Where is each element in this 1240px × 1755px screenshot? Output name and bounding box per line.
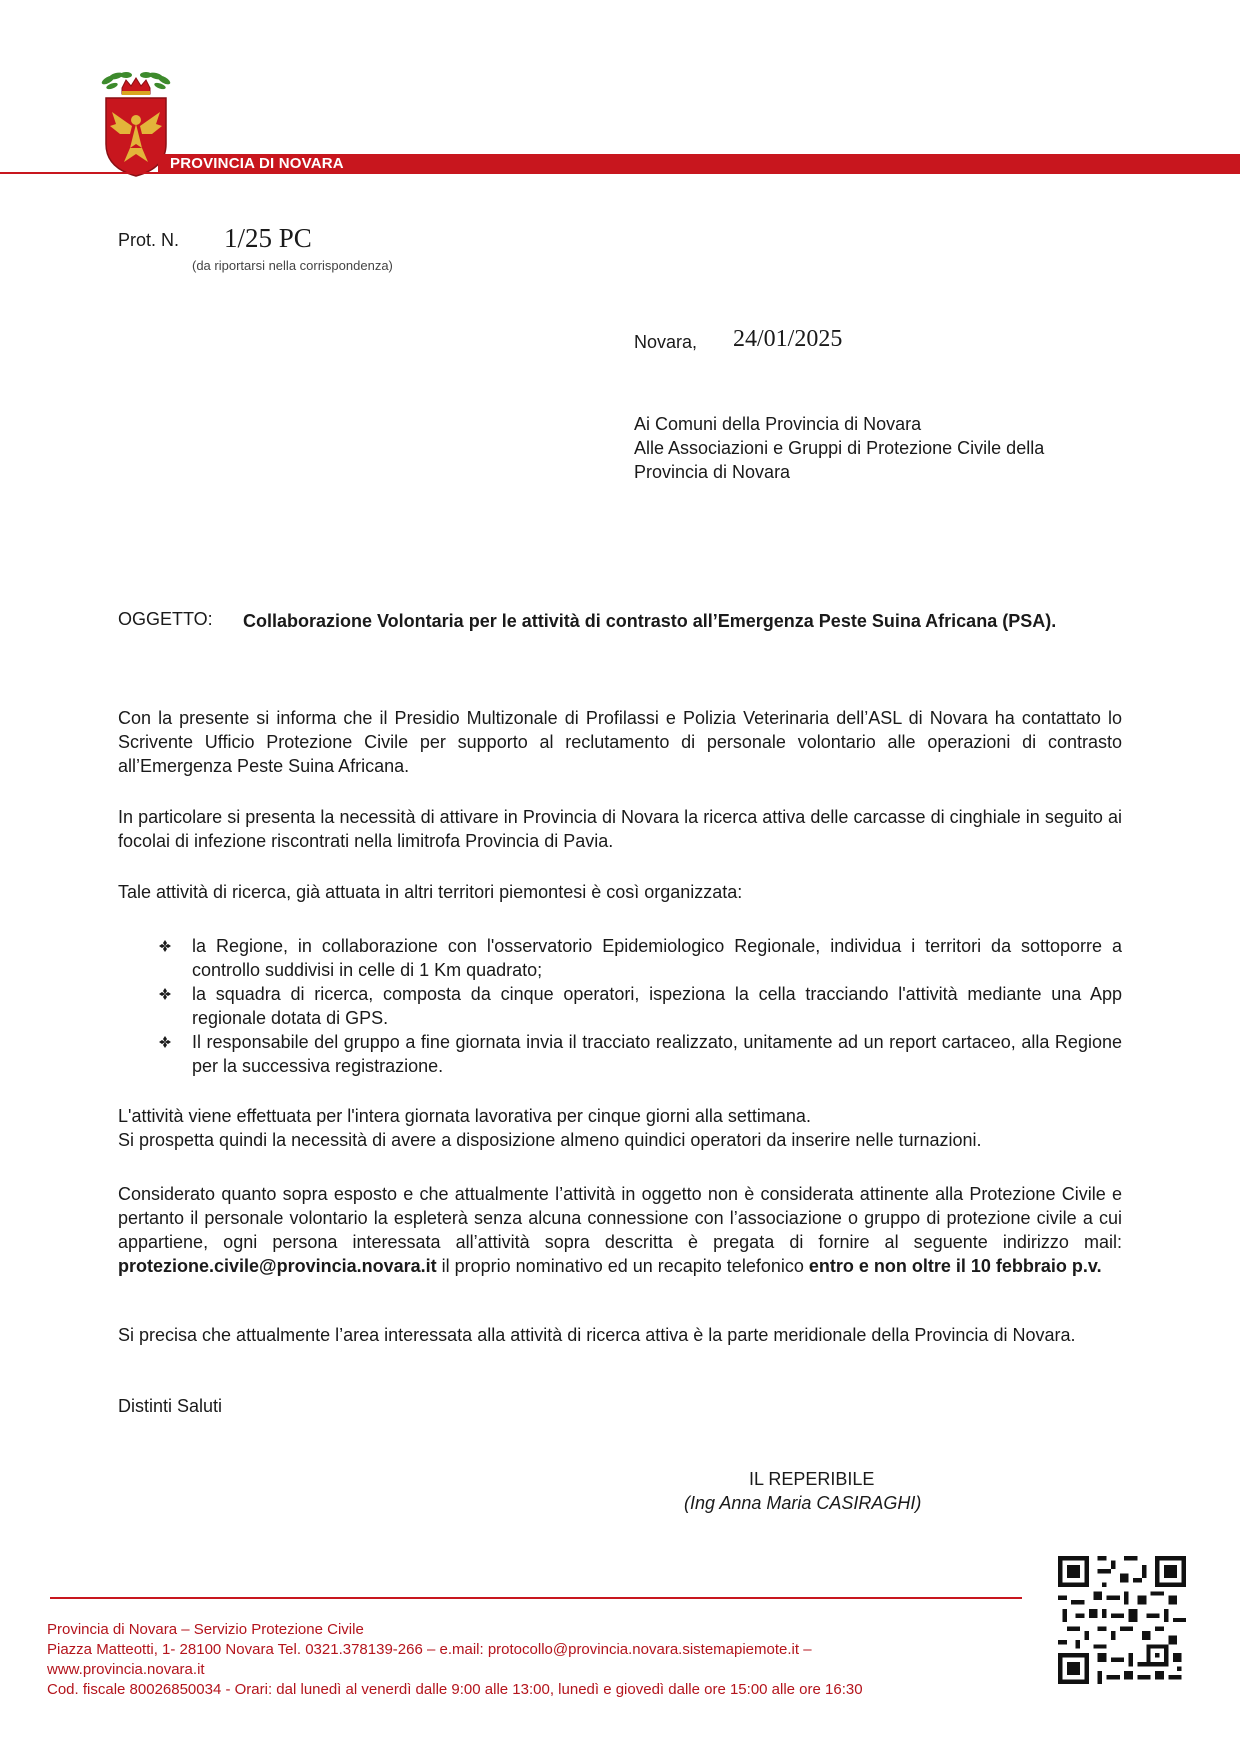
list-item-text: la Regione, in collaborazione con l'osservatorio Epidemiologico Regionale, individua i territori da sottoporre a controllo suddivisi in celle di 1 Km quadrato; bbox=[192, 936, 1122, 980]
signer-name: (Ing Anna Maria CASIRAGHI) bbox=[684, 1493, 922, 1513]
subject-label: OGGETTO: bbox=[118, 609, 213, 629]
footer-line: Provincia di Novara – Servizio Protezione Civile bbox=[47, 1621, 364, 1638]
protocol-number: 1/25 PC bbox=[224, 223, 312, 253]
body-paragraph: Con la presente si informa che il Presidio Multizonale di Profilassi e Polizia Veterinaria dell’ASL di Novara ha contattato lo Scrivente Ufficio Protezione Civile per supporto al reclutamento di personale volontario alle operazioni di contrasto all’Emergenza Peste Suina Africana. bbox=[118, 708, 1122, 776]
footer-line: www.provincia.novara.it bbox=[47, 1661, 205, 1678]
body-line: Si prospetta quindi la necessità di avere a disposizione almeno quindici operatori da inserire nelle turnazioni. bbox=[118, 1130, 982, 1150]
footer-block bbox=[47, 1620, 863, 1700]
list-item-text: Il responsabile del gruppo a fine giornata invia il tracciato realizzato, unitamente ad un report cartaceo, alla Regione per la successiva registrazione. bbox=[192, 1032, 1122, 1076]
list-item-text: la squadra di ricerca, composta da cinque operatori, ispeziona la cella tracciando l'attività mediante una App regionale dotata di GPS. bbox=[192, 984, 1122, 1028]
body-line: L'attività viene effettuata per l'intera giornata lavorativa per cinque giorni alla settimana. bbox=[118, 1106, 811, 1126]
body-paragraph: Si precisa che attualmente l’area interessata alla attività di ricerca attiva è la parte meridionale della Provincia di Novara. bbox=[118, 1325, 1076, 1345]
body-text: il proprio nominativo ed un recapito telefonico bbox=[436, 1256, 809, 1276]
list-item bbox=[118, 1030, 1122, 1078]
date-value: 24/01/2025 bbox=[733, 326, 843, 352]
protocol-label: Prot. N. bbox=[118, 230, 180, 250]
org-name: PROVINCIA DI NOVARA bbox=[170, 155, 344, 172]
body-text: Considerato quanto sopra esposto e che attualmente l’attività in oggetto non è considerata attinente alla Protezione Civile e pertanto il personale volontario la espleterà senza alcuna connessione con l’associazione o gruppo di protezione civile a cui appartiene, ogni persona interessata all’attività sopra descritta è pregata di fornire al seguente indirizzo mail: bbox=[118, 1184, 1122, 1252]
recipient-line: Ai Comuni della Provincia di Novara bbox=[634, 414, 922, 434]
body-paragraph: In particolare si presenta la necessità di attivare in Provincia di Novara la ricerca attiva delle carcasse di cinghiale in seguito ai focolai di infezione riscontrati nella limitrofa Provincia di Pavia. bbox=[118, 807, 1122, 851]
body-paragraph bbox=[118, 1104, 1122, 1152]
contact-email: protezione.civile@provincia.novara.it bbox=[118, 1256, 437, 1276]
recipient-line: Alle Associazioni e Gruppi di Protezione Civile della bbox=[634, 438, 1045, 458]
recipients-block bbox=[634, 412, 1044, 484]
date-place: Novara, bbox=[634, 332, 698, 352]
closing-salutation: Distinti Saluti bbox=[118, 1396, 223, 1416]
footer-divider bbox=[50, 1597, 1022, 1599]
body-paragraph bbox=[118, 1182, 1122, 1278]
qr-code-icon bbox=[1058, 1556, 1186, 1684]
body-paragraph: Tale attività di ricerca, già attuata in altri territori piemontesi è così organizzata: bbox=[118, 882, 743, 902]
four-diamond-bullet-icon bbox=[156, 982, 174, 1006]
four-diamond-bullet-icon bbox=[156, 1030, 174, 1054]
list-item bbox=[118, 982, 1122, 1030]
protocol-note: (da riportarsi nella corrispondenza) bbox=[192, 258, 393, 273]
footer-line: Cod. fiscale 80026850034 - Orari: dal lunedì al venerdì dalle 9:00 alle 13:00, lunedì e giovedì dalle ore 15:00 alle ore 16:30 bbox=[47, 1681, 863, 1698]
list-item bbox=[118, 934, 1122, 982]
deadline-text: entro e non oltre il 10 febbraio p.v. bbox=[808, 1256, 1102, 1276]
bullet-list bbox=[118, 934, 1122, 1078]
recipient-line: Provincia di Novara bbox=[634, 462, 791, 482]
four-diamond-bullet-icon bbox=[156, 934, 174, 958]
subject-text: Collaborazione Volontaria per le attività di contrasto all’Emergenza Peste Suina Africana (PSA). bbox=[243, 611, 1057, 631]
signer-title: IL REPERIBILE bbox=[749, 1469, 875, 1489]
footer-line: Piazza Matteotti, 1- 28100 Novara Tel. 0321.378139-266 – e.mail: protocollo@provincia.novara.sistemapiemote.it – bbox=[47, 1641, 812, 1658]
